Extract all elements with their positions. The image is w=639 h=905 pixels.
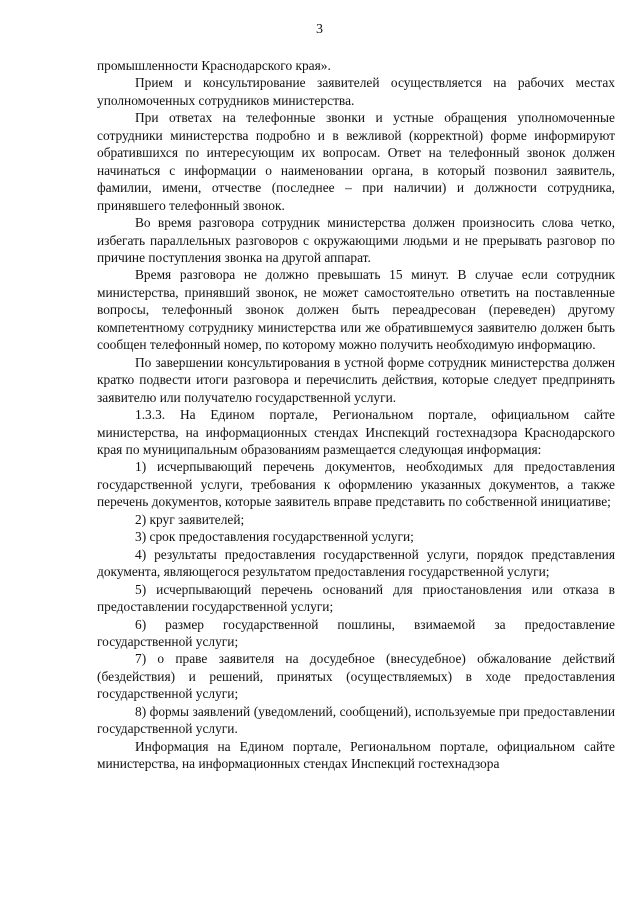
page-body [97,57,615,773]
list-item: 1) исчерпывающий перечень документов, необходимых для предоставления государственной услуги, требования к оформлению указанных документов, а также перечень документов, которые заявитель вправе представить по собственной инициативе; [97,459,615,510]
paragraph: При ответах на телефонные звонки и устные обращения уполномоченные сотрудники министерства подробно и в вежливой (корректной) форме информируют обратившихся по интересующим их вопросам. Ответ на телефонный звонок должен начинаться с информации о наименовании органа, в который позвонил заявитель, фамилии, имени, отчестве (последнее – при наличии) и должности сотрудника, принявшего телефонный звонок. [97,110,615,213]
paragraph: Прием и консультирование заявителей осуществляется на рабочих местах уполномоченных сотрудников министерства. [97,75,615,108]
list-item: 5) исчерпывающий перечень оснований для приостановления или отказа в предоставлении государственной услуги; [97,581,615,615]
list-item: 6) размер государственной пошлины, взимаемой за предоставление государственной услуги; [97,616,615,649]
paragraph: Время разговора не должно превышать 15 минут. В случае если сотрудник министерства, принявший звонок, не может самостоятельно ответить на поставленные вопросы, телефонный звонок должен быть переадресован (переведен) другому компетентному сотруднику министерства или же обратившемуся заявителю должен быть сообщен телефонный номер, по которому можно получить необходимую информацию. [97,267,615,353]
section-heading-paragraph: 1.3.3. На Едином портале, Региональном портале, официальном сайте министерства, на информационных стендах Инспекций гостехнадзора Краснодарского края по муниципальным образованиям размещается следующая информация: [97,407,615,457]
list-item: 2) круг заявителей; [135,511,245,527]
list-item: 3) срок предоставления государственной услуги; [135,529,414,545]
paragraph: Информация на Едином портале, Региональном портале, официальном сайте министерства, на информационных стендах Инспекций гостехнадзора [97,738,615,772]
list-item: 7) о праве заявителя на досудебное (внесудебное) обжалование действий (бездействия) и решений, принятых (осуществляемых) в ходе предоставления государственной услуги; [97,651,615,702]
page-number: 3 [316,22,323,37]
list-item: 4) результаты предоставления государственной услуги, порядок представления документа, являющегося результатом предоставления государственной услуги; [97,546,615,580]
paragraph: По завершении консультирования в устной форме сотрудник министерства должен кратко подвести итоги разговора и перечислить действия, которые следует предпринять заявителю или получателю государственной услуги. [97,354,615,405]
paragraph: промышленности Краснодарского края». [97,58,331,73]
list-item: 8) формы заявлений (уведомлений, сообщений), используемые при предоставлении государственной услуги. [97,703,615,737]
paragraph: Во время разговора сотрудник министерства должен произносить слова четко, избегать параллельных разговоров с окружающими людьми и не прерывать разговор по причине поступления звонка на другой аппарат. [97,215,615,265]
